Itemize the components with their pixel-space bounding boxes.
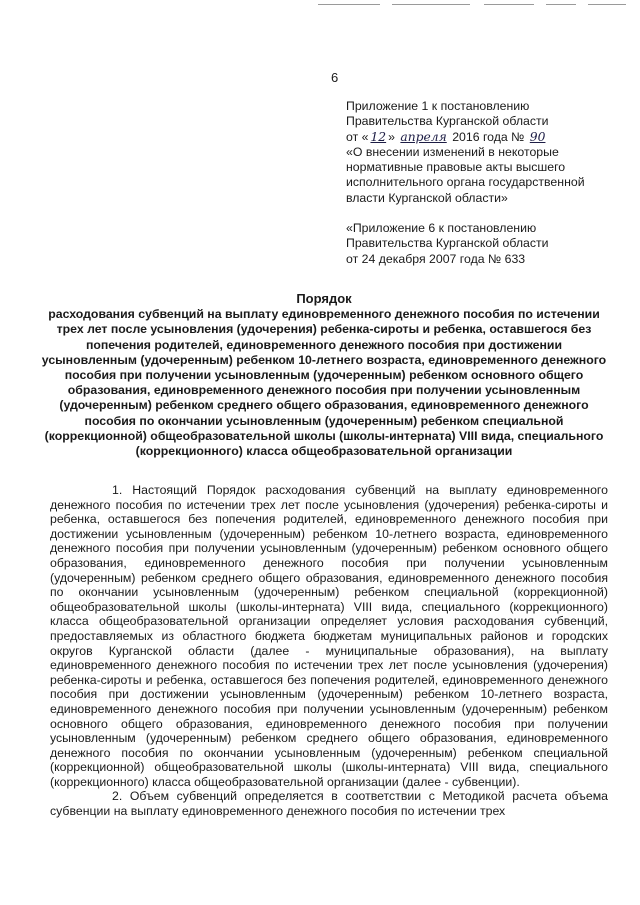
appendix-line: нормативные правовые акты высшего (346, 160, 566, 175)
handwritten-day: 12 (370, 129, 387, 144)
paragraph-1: 1. Настоящий Порядок расходования субвенций на выплату единовременного денежного пособия по истечении трех лет после усыновления (удочерения) ребенка-сироты и ребенка, оставшегося без попечения родителей, единовременного денежного пособия при достижении усыновленным (удочеренным) ребенком 10-летнего возраста, единовременного денежного пособия при получении усыновленным (удочеренным) ребенком основного общего образования, единовременного денежного пособия при получении усыновленным (удочеренным) ребенком среднего общего образования, единовременного денежного пособия по окончании усыновленным (удочеренным) ребенком специальной (коррекционной) общеобразовательной школы (школы-интерната) VIII вида, специального (коррекционного) класса общеобразовательной организации определяет условия расходования субвенций, предоставляемых из областного бюджета бюджетам муниципальных районов и городских округов Курганской области (далее - муниципальные образования), на выплату единовременного денежного пособия по истечении трех лет после усыновления (удочерения) ребенка-сироты и ребенка, оставшегося без попечения родителей, единовременного денежного пособия при достижении усыновленным (удочеренным) ребенком 10-летнего возраста, единовременного денежного пособия при получении усыновленным (удочеренным) ребенком основного общего образования, единовременного денежного пособия при получении усыновленным (удочеренным) ребенком среднего общего образования, единовременного денежного пособия по окончании усыновленным (удочеренным) ребенком специальной (коррекционной) общеобразовательной школы (школы-интерната) VIII вида, специального (коррекционного) класса общеобразовательной организации (далее - субвенции). (50, 483, 608, 789)
appendix-line: от 24 декабря 2007 года № 633 (346, 251, 526, 266)
appendix-line: «Приложение 6 к постановлению (346, 221, 537, 236)
scan-artifact-line (588, 4, 626, 5)
appendix-date-line (346, 130, 616, 145)
date-mid: » (388, 129, 395, 144)
scan-artifact-line (318, 4, 380, 5)
scan-artifact-line (392, 4, 470, 5)
document-body (50, 483, 608, 819)
appendix-line: власти Курганской области» (346, 190, 508, 205)
appendix-line: Правительства Курганской области (346, 114, 549, 129)
appendix-header (346, 99, 616, 267)
appendix-line: Правительства Курганской области (346, 236, 549, 251)
appendix-line: Приложение 1 к постановлению (346, 99, 530, 113)
date-prefix: от « (346, 129, 369, 144)
title-subtitle: расходования субвенций на выплату единовременного денежного пособия по истечении трех лет после усыновления (удочерения) ребенка-сироты и ребенка, оставшегося без попечения родителей, единовременного денежного пособия при достижении усыновленным (удочеренным) ребенком 10-летнего возраста, единовременного денежного пособия при получении усыновленным (удочеренным) ребенком основного общего образования, единовременного денежного пособия при получении усыновленным (удочеренным) ребенком среднего общего образования, единовременного денежного пособия по окончании усыновленным (удочеренным) ребенком специальной (коррекционной) общеобразовательной школы (школы-интерната) VIII вида, специального (коррекционного) класса общеобразовательной организации (41, 307, 607, 459)
appendix-line: исполнительного органа государственной (346, 175, 585, 190)
scan-artifact-line (484, 4, 534, 5)
document-title (40, 291, 608, 459)
title-heading: Порядок (296, 291, 352, 306)
appendix-line: «О внесении изменений в некоторые (346, 144, 559, 159)
page-number: 6 (331, 70, 339, 85)
handwritten-month: апреля (400, 129, 447, 144)
date-year: 2016 года № (452, 129, 525, 144)
scan-artifact-line (546, 4, 576, 5)
handwritten-doc-number: 90 (529, 129, 546, 144)
paragraph-2: 2. Объем субвенций определяется в соответствии с Методикой расчета объема субвенции на выплату единовременного денежного пособия по истечении трех (50, 789, 608, 819)
